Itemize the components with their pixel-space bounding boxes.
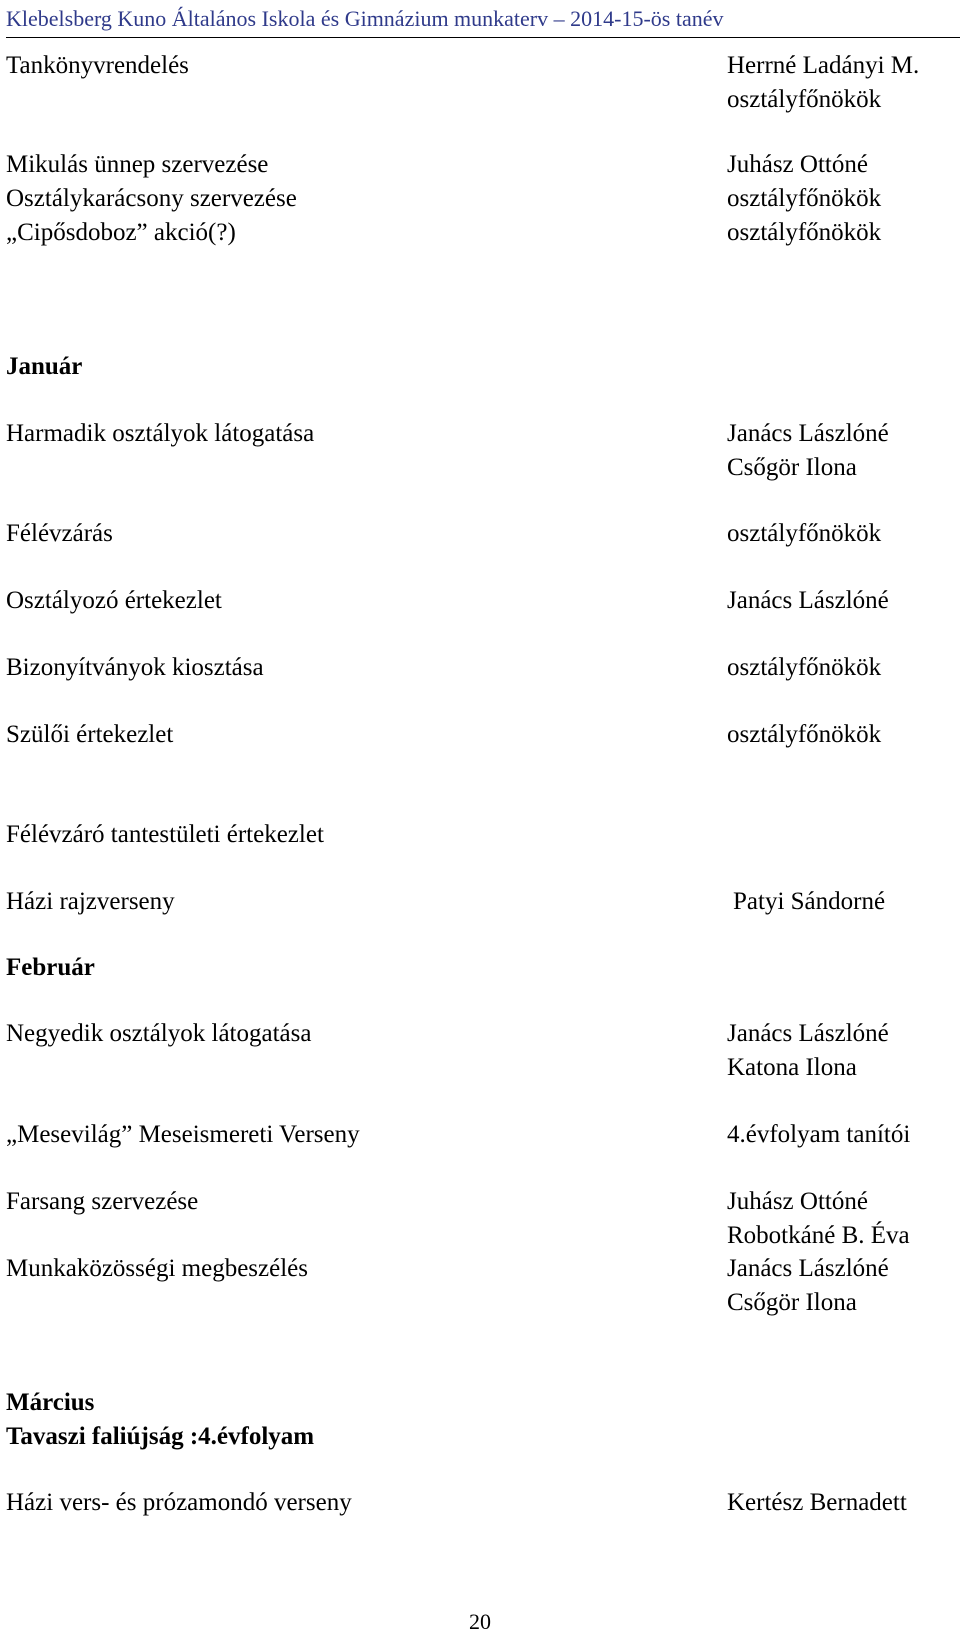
task-hazi-rajzverseny: Házi rajzverseny [6,888,175,915]
task-negyedik-osztalyok: Negyedik osztályok látogatása [6,1020,312,1047]
owner-tankonyvrendeles: Herrné Ladányi M. [727,52,920,79]
task-felevzaro-tantestuleti: Félévzáró tantestületi értekezlet [6,821,324,848]
owner-harmadik-osztalyok-2: Csőgör Ilona [727,454,857,481]
owner-osztalyozo: Janács Lászlóné [727,587,889,614]
task-tankonyvrendeles: Tankönyvrendelés [6,52,189,79]
owner-szuloi-ertekezlet: osztályfőnökök [727,721,882,748]
month-heading-januar: Január [6,353,83,380]
task-hazi-vers: Házi vers- és prózamondó verseny [6,1489,352,1516]
march-subheading: Tavaszi faliújság :4.évfolyam [6,1423,315,1450]
owner-cipodoboz: osztályfőnökök [727,219,882,246]
header-rule [6,37,960,38]
owner-munkakozossegi: Janács Lászlóné [727,1255,889,1282]
owner-harmadik-osztalyok: Janács Lászlóné [727,420,889,447]
owner-hazi-rajzverseny: Patyi Sándorné [733,888,886,915]
task-munkakozossegi: Munkaközösségi megbeszélés [6,1255,309,1282]
task-bizonyitvanyok: Bizonyítványok kiosztása [6,654,264,681]
owner-negyedik-osztalyok-2: Katona Ilona [727,1054,857,1081]
task-farsang: Farsang szervezése [6,1188,199,1215]
owner-farsang-2: Robotkáné B. Éva [727,1222,910,1249]
task-mesevilag: „Mesevilág” Meseismereti Verseny [6,1121,360,1148]
owner-mikulas: Juhász Ottóné [727,151,868,178]
task-harmadik-osztalyok: Harmadik osztályok látogatása [6,420,315,447]
owner-negyedik-osztalyok: Janács Lászlóné [727,1020,889,1047]
task-felevzaras: Félévzárás [6,520,113,547]
task-osztalykaracsony: Osztálykarácsony szervezése [6,185,297,212]
task-mikulas: Mikulás ünnep szervezése [6,151,269,178]
owner-hazi-vers: Kertész Bernadett [727,1489,907,1516]
document-header: Klebelsberg Kuno Általános Iskola és Gimnázium munkaterv – 2014-15-ös tanév [6,6,724,31]
owner-osztalykaracsony: osztályfőnökök [727,185,882,212]
owner-tankonyvrendeles-2: osztályfőnökök [727,86,882,113]
task-osztalyozo: Osztályozó értekezlet [6,587,222,614]
task-szuloi-ertekezlet: Szülői értekezlet [6,721,174,748]
owner-farsang: Juhász Ottóné [727,1188,868,1215]
owner-bizonyitvanyok: osztályfőnökök [727,654,882,681]
month-heading-februar: Február [6,954,95,981]
owner-mesevilag: 4.évfolyam tanítói [727,1121,911,1148]
month-heading-marcius: Március [6,1389,95,1416]
task-cipodoboz: „Cipősdoboz” akció(?) [6,219,236,246]
page-number: 20 [469,1609,491,1634]
owner-felevzaras: osztályfőnökök [727,520,882,547]
owner-munkakozossegi-2: Csőgör Ilona [727,1289,857,1316]
